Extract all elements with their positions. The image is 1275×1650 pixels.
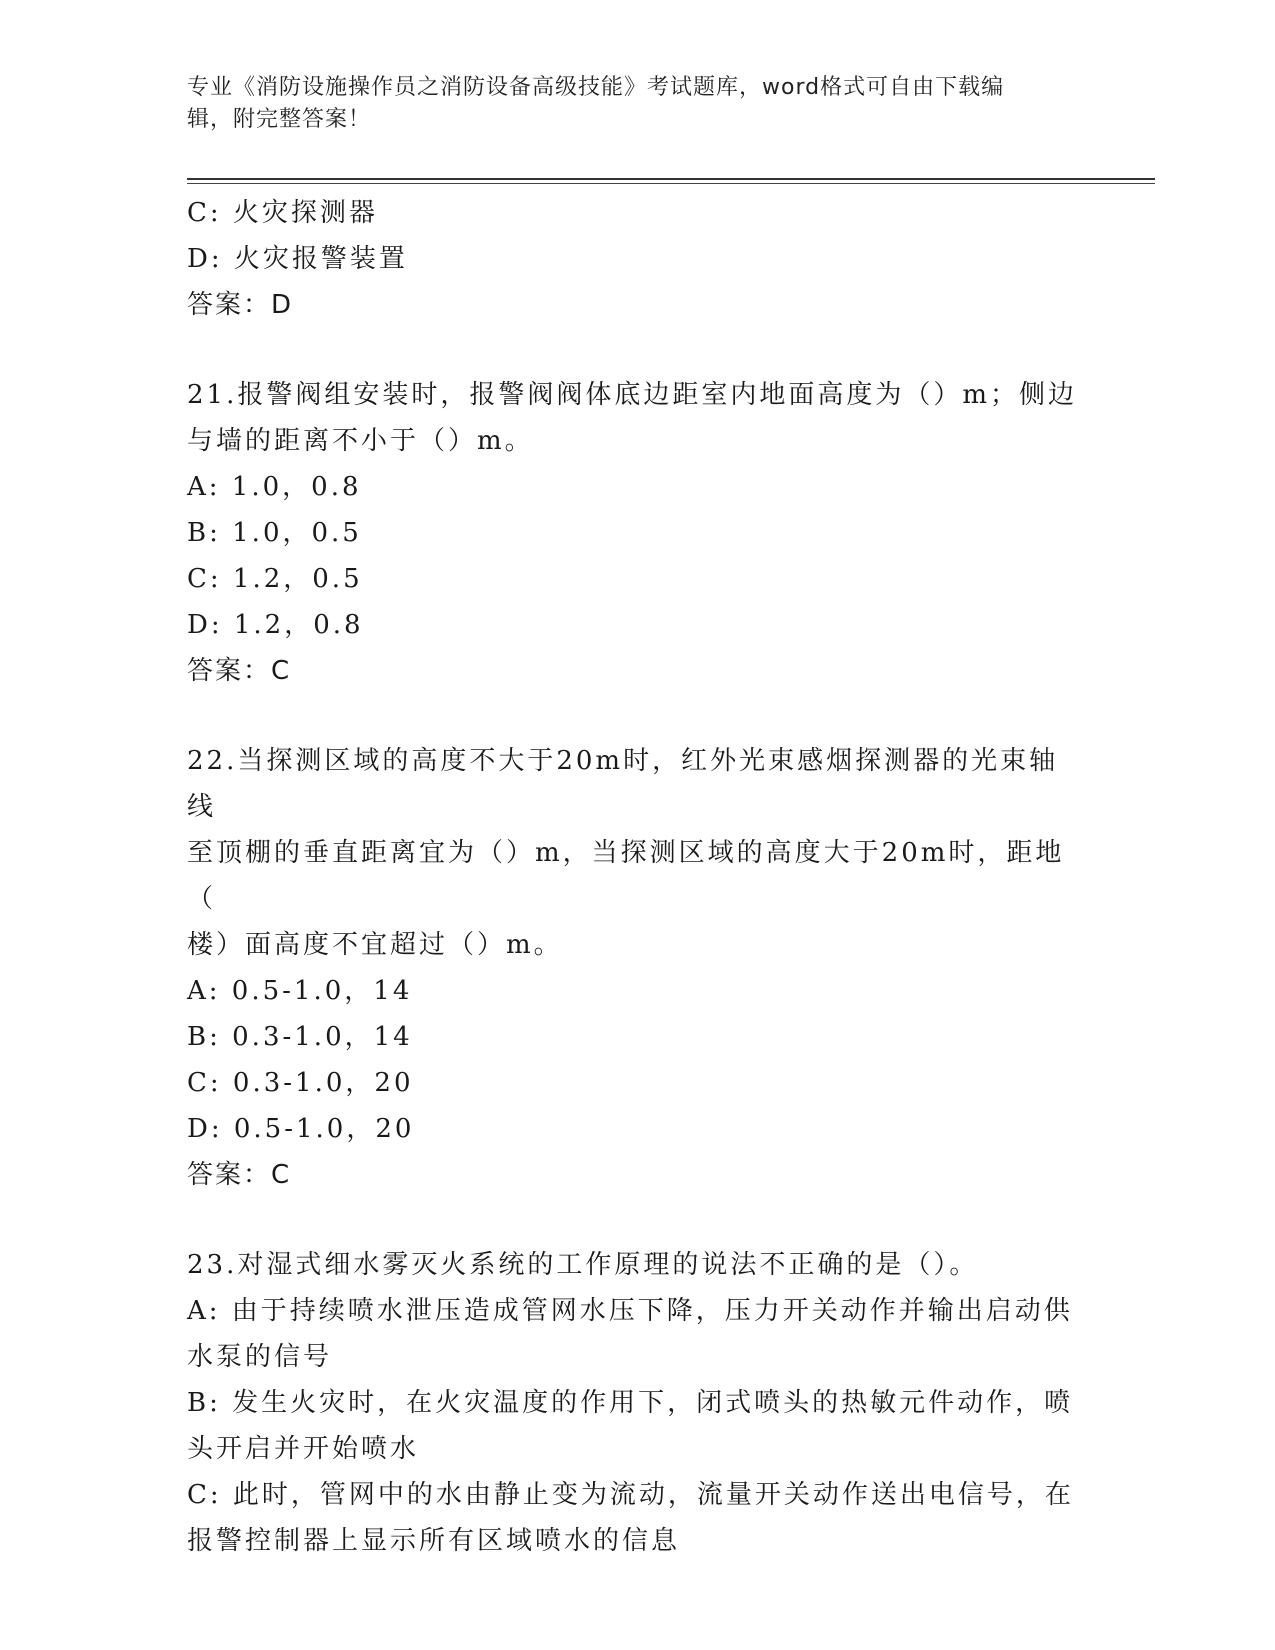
option-c: C: 火灾探测器 (187, 198, 378, 228)
document-header (187, 72, 1067, 136)
option-b: B: 1.0，0.5 (187, 518, 362, 548)
option-b-line-2: 头开启并开始喷水 (187, 1434, 420, 1464)
question-stem-line: 与墙的距离不小于（）m。 (187, 426, 534, 456)
header-divider-thick (187, 178, 1155, 180)
header-divider-thin (187, 183, 1155, 184)
answer: 答案：D (187, 290, 294, 320)
question-stem-line: 21.报警阀组安装时，报警阀阀体底边距室内地面高度为（）m；侧边 (187, 380, 1078, 410)
option-c: C: 0.3-1.0，20 (187, 1068, 414, 1098)
option-d: D: 1.2，0.8 (187, 610, 364, 640)
question-stem-line: 楼）面高度不宜超过（）m。 (187, 930, 563, 960)
answer: 答案：C (187, 1160, 292, 1190)
option-a-line-2: 水泵的信号 (187, 1342, 333, 1372)
header-line-1: 专业《消防设施操作员之消防设备高级技能》考试题库，word格式可自由下载编 (187, 75, 1005, 100)
question-22 (187, 738, 1077, 1198)
option-c: C: 1.2，0.5 (187, 564, 363, 594)
option-a-line-1: A: 由于持续喷水泄压造成管网水压下降，压力开关动作并输出启动供 (187, 1296, 1073, 1326)
option-c-line-1: C: 此时，管网中的水由静止变为流动，流量开关动作送出电信号，在 (187, 1480, 1074, 1510)
option-d: D: 火灾报警装置 (187, 244, 408, 274)
answer: 答案：C (187, 656, 292, 686)
document-body (187, 190, 1077, 1564)
option-d: D: 0.5-1.0，20 (187, 1114, 415, 1144)
option-b: B: 0.3-1.0，14 (187, 1022, 413, 1052)
question-23 (187, 1242, 1077, 1564)
header-line-2: 辑，附完整答案！ (187, 107, 372, 132)
question-21 (187, 372, 1077, 694)
question-stem-line: 22.当探测区域的高度不大于20m时，红外光束感烟探测器的光束轴线 (187, 746, 1059, 822)
question-stem-line: 23.对湿式细水雾灭火系统的工作原理的说法不正确的是（）。 (187, 1250, 979, 1280)
question-20-tail (187, 190, 1077, 328)
option-a: A: 1.0，0.8 (187, 472, 362, 502)
option-a: A: 0.5-1.0，14 (187, 976, 413, 1006)
question-stem-line: 至顶棚的垂直距离宜为（）m，当探测区域的高度大于20m时，距地（ (187, 838, 1065, 914)
option-b-line-1: B: 发生火灾时，在火灾温度的作用下，闭式喷头的热敏元件动作，喷 (187, 1388, 1074, 1418)
option-c-line-2: 报警控制器上显示所有区域喷水的信息 (187, 1526, 681, 1556)
